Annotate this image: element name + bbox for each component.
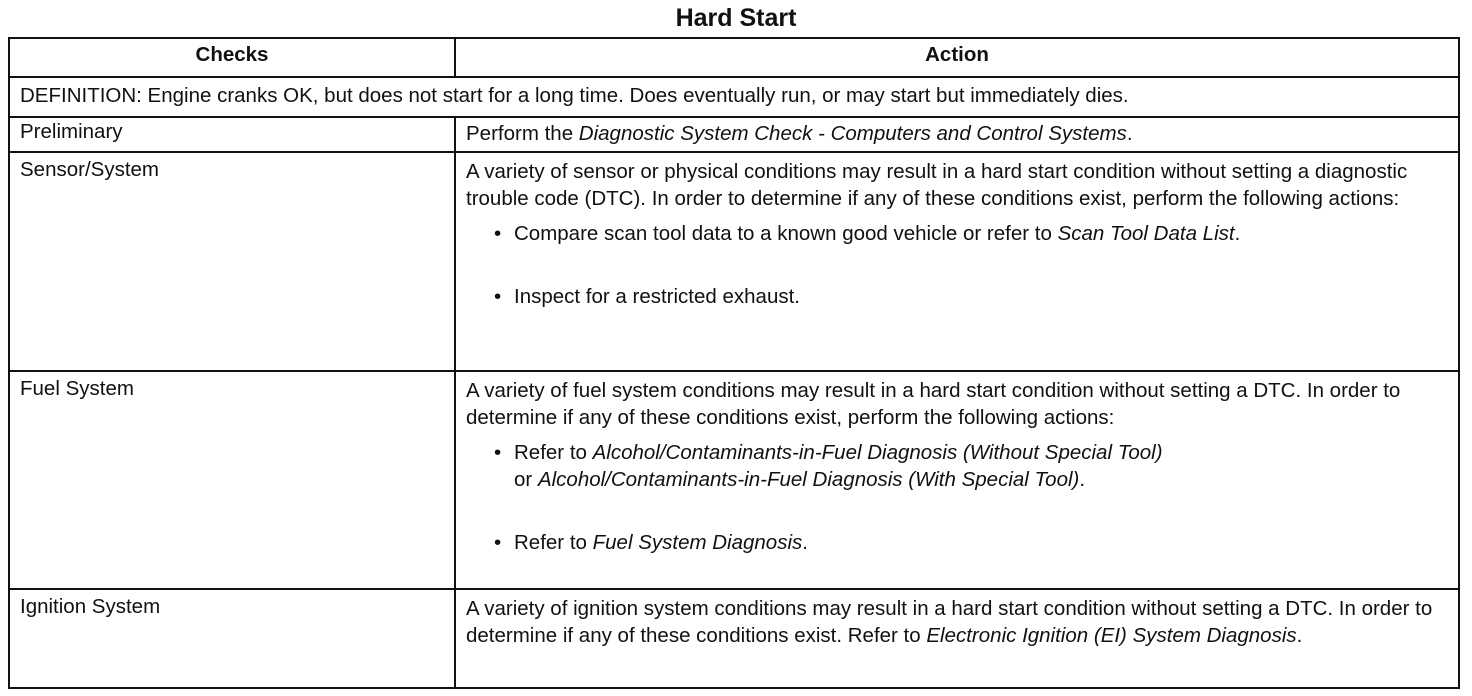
- definition-text: DEFINITION: Engine cranks OK, but does not start for a long time. Does eventually run, or may start but immediately dies.: [9, 77, 1459, 117]
- period: .: [802, 531, 808, 554]
- period: .: [1234, 222, 1241, 245]
- definition-row: [9, 77, 1459, 117]
- period: .: [1079, 468, 1086, 491]
- list-item: • Inspect for a restricted exhaust.: [492, 283, 1448, 310]
- table-row: [9, 152, 1459, 371]
- action-text: A variety of sensor or physical conditions may result in a hard start condition without setting a diagnostic trouble code (DTC). In order to determine if any of these conditions exist, perform the following actions:: [466, 160, 1408, 210]
- period: .: [1126, 122, 1133, 145]
- alcohol-with-tool-link[interactable]: Alcohol/Contaminants-in-Fuel Diagnosis (With Special Tool): [537, 468, 1080, 491]
- table-row: [9, 117, 1459, 152]
- list-item: [492, 439, 1448, 493]
- table-header-row: [9, 38, 1459, 77]
- checks-header: Checks: [9, 38, 455, 77]
- list-item: [492, 220, 1448, 247]
- table-row: [9, 589, 1459, 688]
- bullet-text: Compare scan tool data to a known good vehicle or refer to: [514, 222, 1058, 245]
- action-ignition-system: [455, 589, 1459, 688]
- action-sensor-system: [455, 152, 1459, 371]
- action-preliminary: [455, 117, 1459, 152]
- action-text: A variety of fuel system conditions may result in a hard start condition without setting a DTC. In order to determine if any of these conditions exist, perform the following actions:: [466, 379, 1401, 429]
- check-ignition-system: Ignition System: [9, 589, 455, 688]
- check-preliminary: Preliminary: [9, 117, 455, 152]
- action-header: Action: [455, 38, 1459, 77]
- action-text: Perform the: [466, 122, 579, 145]
- period: .: [1296, 624, 1303, 647]
- scan-tool-data-list-link[interactable]: Scan Tool Data List: [1057, 222, 1235, 245]
- table-row: [9, 371, 1459, 589]
- action-fuel-system: [455, 371, 1459, 589]
- fuel-system-diagnosis-link[interactable]: Fuel System Diagnosis: [592, 531, 803, 554]
- action-bullet-list: [466, 439, 1448, 556]
- hard-start-table: [8, 37, 1460, 689]
- bullet-text: Refer to: [514, 531, 593, 554]
- alcohol-without-tool-link[interactable]: Alcohol/Contaminants-in-Fuel Diagnosis (Without Special Tool): [592, 441, 1163, 464]
- check-sensor-system: Sensor/System: [9, 152, 455, 371]
- page-title: Hard Start: [675, 4, 797, 32]
- diagnostic-system-check-link[interactable]: Diagnostic System Check - Computers and Control Systems: [578, 122, 1127, 145]
- list-item: [492, 529, 1448, 556]
- bullet-text: Refer to: [514, 441, 593, 464]
- electronic-ignition-link[interactable]: Electronic Ignition (EI) System Diagnosis: [926, 624, 1297, 647]
- bullet-text: or: [514, 468, 538, 491]
- action-bullet-list: [466, 220, 1448, 310]
- action-text: A variety of ignition system conditions may result in a hard start condition without setting a DTC. In order to determine if any of these conditions exist. Refer to: [466, 597, 1433, 647]
- check-fuel-system: Fuel System: [9, 371, 455, 589]
